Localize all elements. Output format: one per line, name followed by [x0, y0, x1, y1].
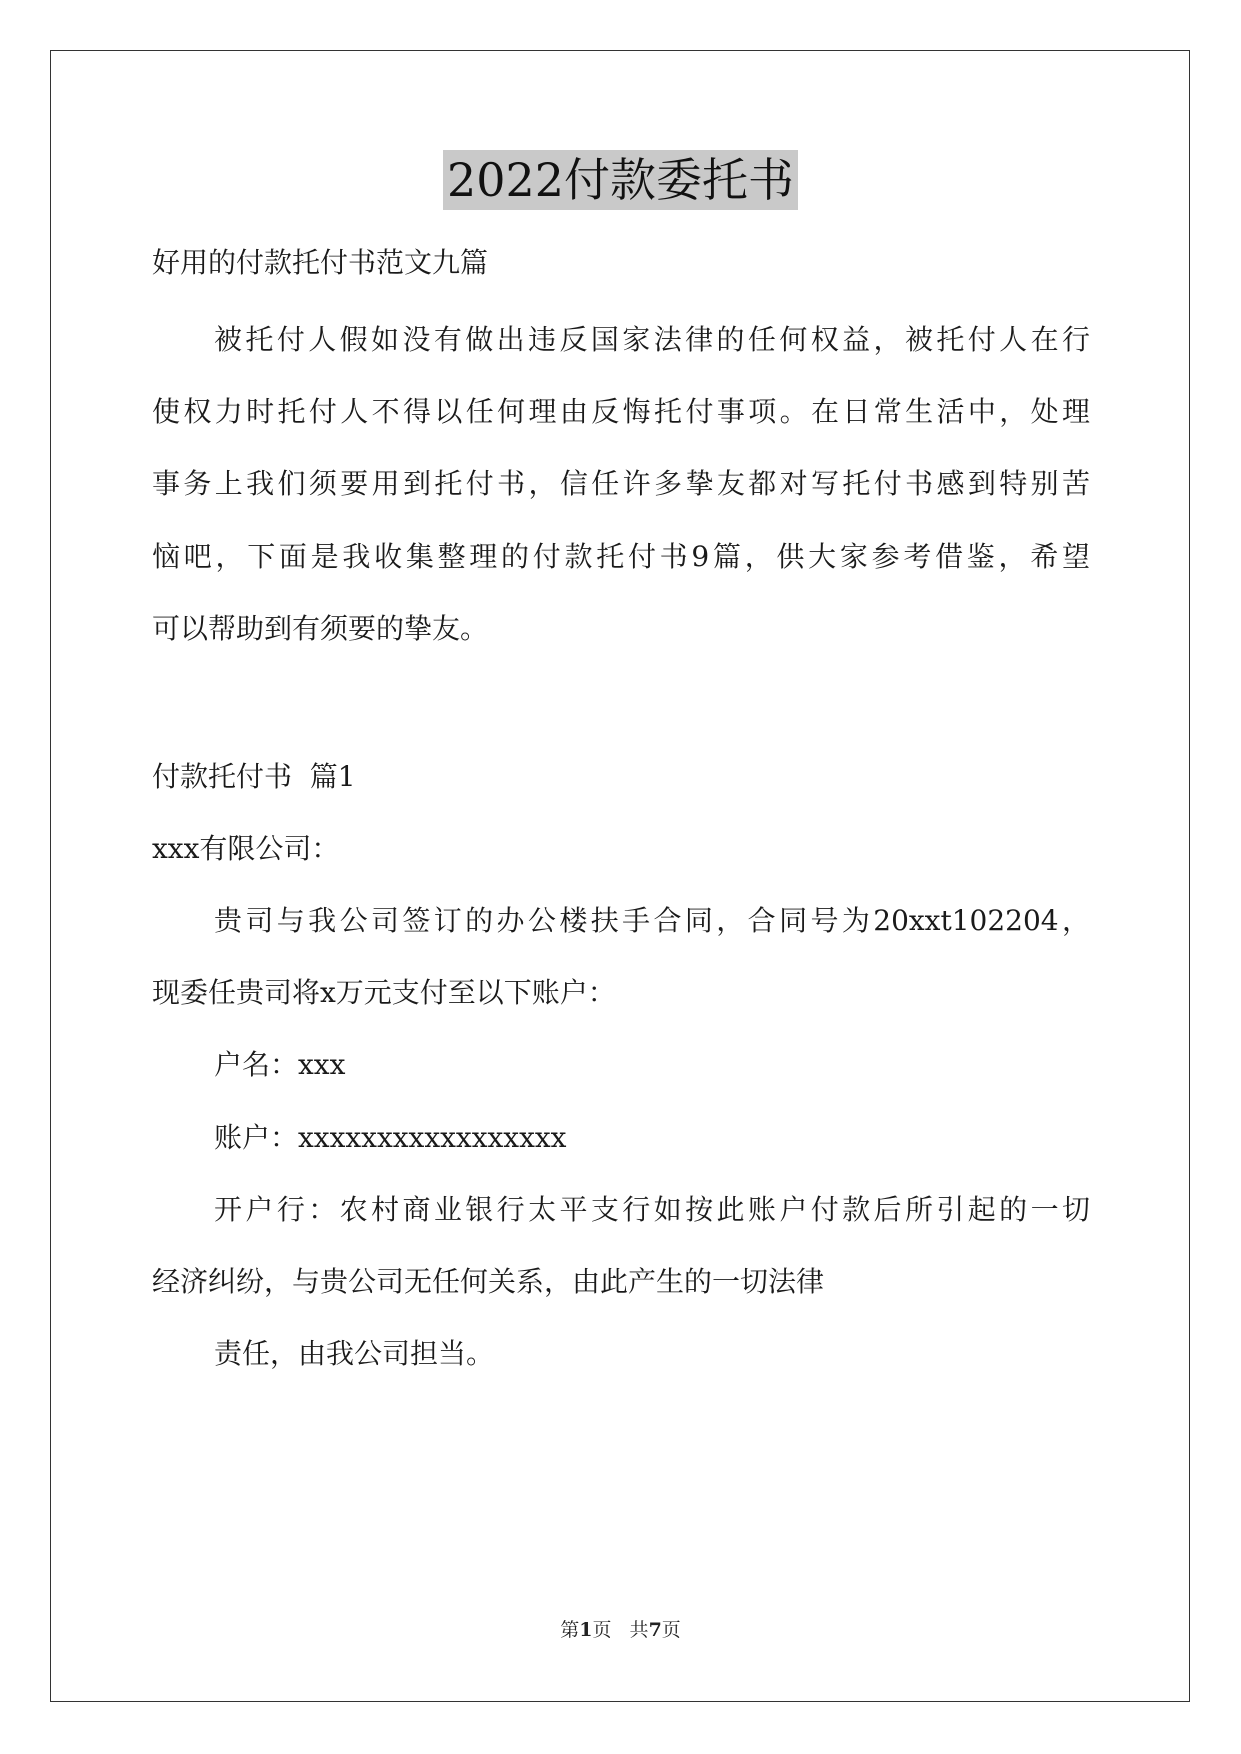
section-heading: 付款托付书 篇1	[152, 760, 356, 793]
account-number: 账户：xxxxxxxxxxxxxxxxx	[214, 1121, 567, 1154]
intro-line-5: 可以帮助到有须要的挚友。	[152, 612, 489, 645]
page-footer	[0, 1617, 1241, 1643]
closing-line: 责任，由我公司担当。	[214, 1337, 495, 1370]
intro-line-2: 使权力时托付人不得以任何理由反悔托付事项。在日常生活中，处理	[152, 395, 1090, 428]
page-mid: 页 共	[592, 1619, 649, 1641]
bank-line-1: 开户行：农村商业银行太平支行如按此账户付款后所引起的一切	[214, 1193, 1090, 1226]
intro-line-1: 被托付人假如没有做出违反国家法律的任何权益，被托付人在行	[214, 323, 1090, 356]
current-page-number: 1	[579, 1619, 593, 1641]
bank-line-2: 经济纠纷，与贵公司无任何关系，由此产生的一切法律	[152, 1265, 825, 1298]
intro-line-4: 恼吧，下面是我收集整理的付款托付书9篇，供大家参考借鉴，希望	[152, 540, 1090, 573]
page-border	[50, 50, 1190, 1702]
body-line-1: 贵司与我公司签订的办公楼扶手合同，合同号为20xxt102204，	[214, 904, 1090, 937]
subtitle: 好用的付款托付书范文九篇	[152, 246, 489, 279]
total-pages-number: 7	[648, 1619, 662, 1641]
intro-line-3: 事务上我们须要用到托付书，信任许多挚友都对写托付书感到特别苦	[152, 467, 1090, 500]
document-title: 2022付款委托书	[443, 150, 798, 210]
account-name: 户名：xxx	[214, 1048, 346, 1081]
addressee: xxx有限公司：	[152, 832, 340, 865]
page-prefix: 第	[560, 1619, 580, 1641]
page-suffix: 页	[661, 1619, 681, 1641]
body-line-2: 现委任贵司将x万元支付至以下账户：	[152, 976, 616, 1009]
title-container	[0, 150, 1241, 210]
